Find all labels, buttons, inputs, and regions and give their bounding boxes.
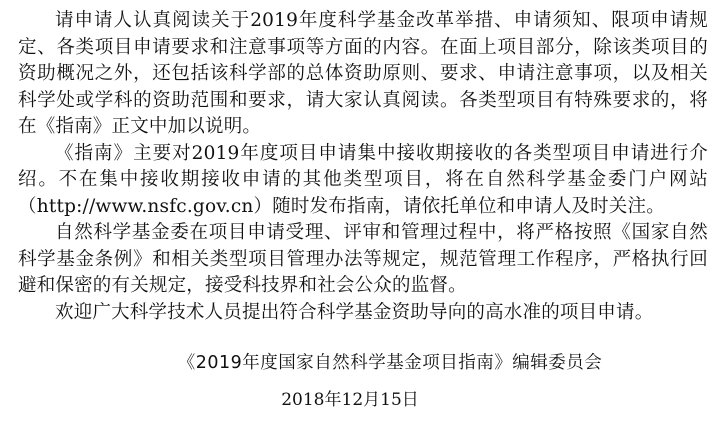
paragraph-reading-instructions: 请申请人认真阅读关于2019年度科学基金改革举措、申请须知、限项申请规定、各类项目申请要求和注意事项等方面的内容。在面上项目部分，除该类项目的资助概况之外，还包括该科学部的总体资助原则、要求、申请注意事项，以及相关科学处或学科的资助范围和要求，请大家认真阅读。各类型项目有特殊要求的，将在《指南》正文中加以说明。 bbox=[18, 10, 708, 137]
document-body bbox=[18, 8, 708, 326]
signature-organization: 《2019年度国家自然科学基金项目指南》编辑委员会 bbox=[177, 353, 603, 373]
paragraph-welcome: 欢迎广大科学技术人员提出符合科学基金资助导向的高水准的项目申请。 bbox=[55, 301, 654, 323]
paragraph-management-rules: 自然科学基金委在项目申请受理、评审和管理过程中，将严格按照《国家自然科学基金条例》和相关类型项目管理办法等规定，规范管理工作程序，严格执行回避和保密的有关规定，接受科技界和社会公众的监督。 bbox=[18, 222, 708, 296]
paragraph-guide-scope: 《指南》主要对2019年度项目申请集中接收期接收的各类型项目申请进行介绍。不在集中接收期接收申请的其他类型项目，将在自然科学基金委门户网站（http://www.nsfc.gov.cn）随时发布指南，请依托单位和申请人及时关注。 bbox=[18, 142, 708, 217]
signature-date: 2018年12月15日 bbox=[281, 390, 419, 410]
